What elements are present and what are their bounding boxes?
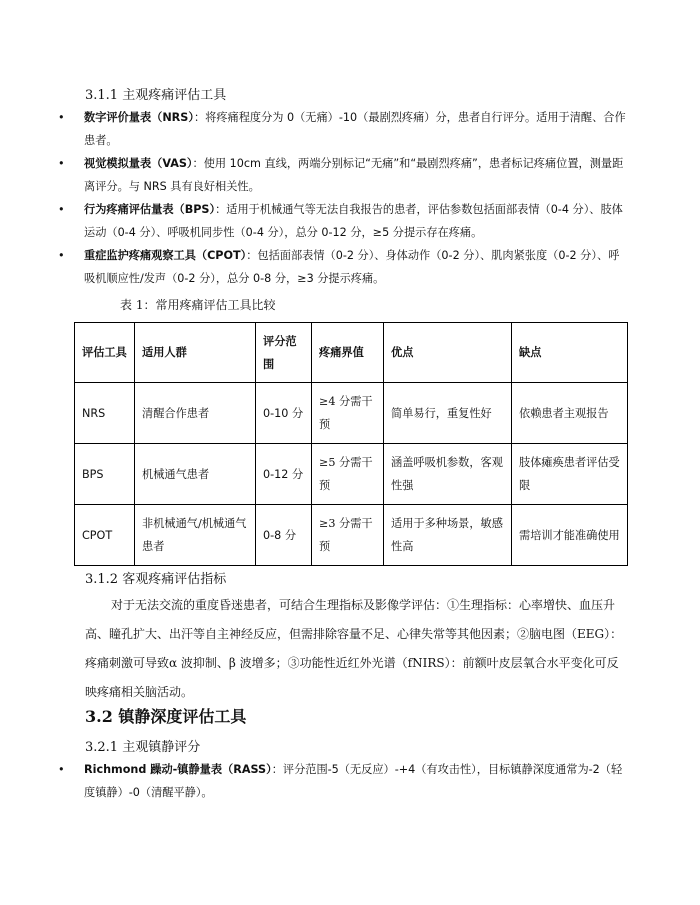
list-item: [56, 106, 626, 152]
bullet-term: 重症监护疼痛观察工具（CPOT）: [84, 249, 247, 262]
table-cell: 简单易行，重复性好: [384, 383, 512, 444]
table-cell: 需培训才能准确使用: [512, 505, 628, 566]
list-item: [56, 152, 626, 198]
bullet-icon: •: [58, 249, 65, 262]
table-header-cell: 评分范围: [256, 323, 312, 383]
table-cell: 0-8 分: [256, 505, 312, 566]
bullet-text: ：使用 10cm 直线，两端分别标记“无痛”和“最剧烈疼痛”，患者标记疼痛位置，测量距离评分。与 NRS 具有良好相关性。: [84, 157, 624, 193]
table-header-cell: 优点: [384, 323, 512, 383]
table-cell: BPS: [75, 444, 135, 505]
bullet-icon: •: [58, 157, 65, 170]
bullet-text: ：包括面部表情（0-2 分）、身体动作（0-2 分）、肌肉紧张度（0-2 分）、呼吸机顺应性/发声（0-2 分），总分 0-8 分，≥3 分提示疼痛。: [84, 249, 620, 285]
table-cell: 涵盖呼吸机参数，客观性强: [384, 444, 512, 505]
bullet-term: 数字评价量表（NRS）: [84, 111, 194, 124]
bullet-icon: •: [58, 111, 65, 124]
table-cell: 肢体瘫痪患者评估受限: [512, 444, 628, 505]
table-cell: 清醒合作患者: [135, 383, 256, 444]
table-cell: 0-10 分: [256, 383, 312, 444]
bullet-text: ：适用于机械通气等无法自我报告的患者，评估参数包括面部表情（0-4 分）、肢体运动（0-4 分）、呼吸机同步性（0-4 分），总分 0-12 分，≥5 分提示存在疼痛。: [84, 203, 623, 239]
table-cell: 机械通气患者: [135, 444, 256, 505]
comparison-table: [74, 322, 628, 566]
table-cell: CPOT: [75, 505, 135, 566]
list-item: [56, 198, 626, 244]
list-item: [56, 758, 626, 804]
bullet-term: 行为疼痛评估量表（BPS）: [84, 203, 216, 216]
section-heading-3-1-2: 3.1.2 客观疼痛评估指标: [85, 572, 227, 587]
body-paragraph: 对于无法交流的重度昏迷患者，可结合生理指标及影像学评估：①生理指标：心率增快、血压升高、瞳孔扩大、出汗等自主神经反应，但需排除容量不足、心律失常等其他因素；②脑电图（EEG）：疼痛刺激可导致α 波抑制、β 波增多；③功能性近红外光谱（fNIRS）：前额叶皮层氧合水平变化可反映疼痛相关脑活动。: [85, 598, 623, 699]
table-cell: 0-12 分: [256, 444, 312, 505]
table-row: [75, 444, 628, 505]
table-cell: ≥4 分需干预: [312, 383, 384, 444]
table-header-cell: 疼痛界值: [312, 323, 384, 383]
bullet-icon: •: [58, 763, 65, 776]
table-row: [75, 383, 628, 444]
bullet-text: ：将疼痛程度分为 0（无痛）-10（最剧烈疼痛）分，患者自行评分。适用于清醒、合作患者。: [84, 111, 626, 147]
list-item: [56, 244, 626, 290]
section-heading-3-2: 3.2 镇静深度评估工具: [85, 707, 247, 726]
section-heading-3-2-1: 3.2.1 主观镇静评分: [85, 740, 201, 755]
bullet-text: ：评分范围-5（无反应）-+4（有攻击性），目标镇静深度通常为-2（轻度镇静）-0（清醒平静）。: [84, 763, 623, 799]
table-cell: 非机械通气/机械通气患者: [135, 505, 256, 566]
table-cell: 适用于多种场景，敏感性高: [384, 505, 512, 566]
section-heading-3-1-1: 3.1.1 主观疼痛评估工具: [85, 88, 227, 103]
table-cell: ≥5 分需干预: [312, 444, 384, 505]
table-header-row: [75, 323, 628, 383]
table-header-cell: 评估工具: [75, 323, 135, 383]
bullet-term: 视觉模拟量表（VAS）: [84, 157, 193, 170]
table-cell: NRS: [75, 383, 135, 444]
bullet-icon: •: [58, 203, 65, 216]
bullet-term: Richmond 躁动-镇静量表（RASS）: [84, 763, 272, 776]
table-caption: 表 1：常用疼痛评估工具比较: [120, 298, 276, 312]
table-cell: ≥3 分需干预: [312, 505, 384, 566]
table-header-cell: 适用人群: [135, 323, 256, 383]
table-header-cell: 缺点: [512, 323, 628, 383]
table-row: [75, 505, 628, 566]
table-cell: 依赖患者主观报告: [512, 383, 628, 444]
